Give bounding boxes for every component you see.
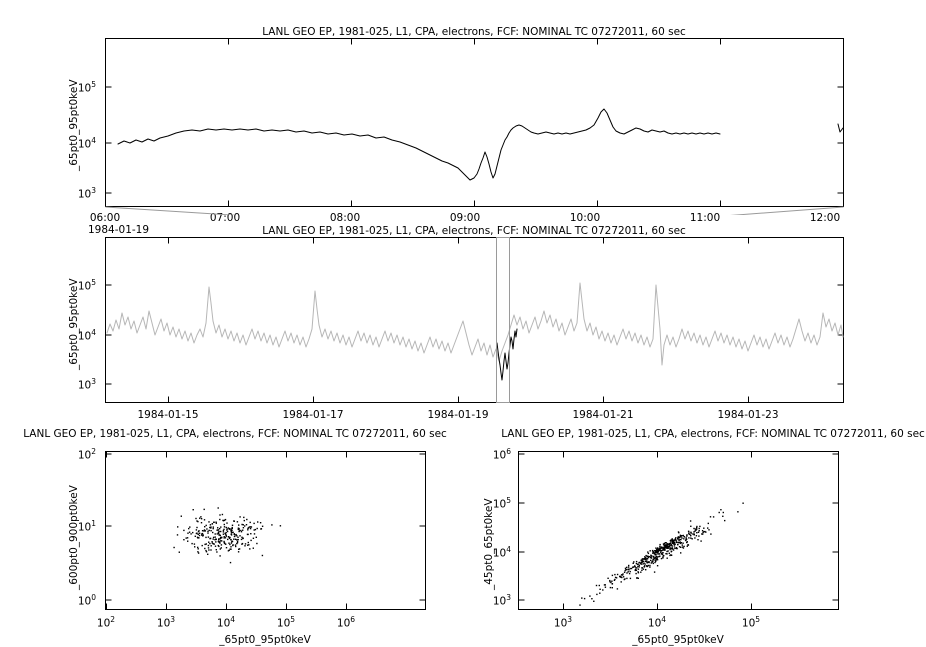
panel-bottom-left-ytick-1e1: $10^1$ <box>77 519 96 534</box>
panel-bottom-left-ytick-1e0: $10^0$ <box>77 593 96 608</box>
panel-bottom-left-points <box>173 507 281 563</box>
panel-bottom-left-scatter <box>0 425 463 647</box>
panel-top-xtick-0: 06:00 <box>89 212 121 224</box>
panel-bottom-right-title: LANL GEO EP, 1981-025, L1, CPA, electrons, FCF: NOMINAL TC 07272011, 60 sec <box>501 428 925 440</box>
panel-bottom-left-svg <box>0 425 463 615</box>
panel-top-title: LANL GEO EP, 1981-025, L1, CPA, electrons, FCF: NOMINAL TC 07272011, 60 sec <box>262 26 686 38</box>
panel-bottom-left-xlabel: _65pt0_95pt0keV <box>219 634 311 646</box>
panel-bottom-left-ylabel: _600pt0_900pt0keV <box>68 485 80 590</box>
panel-bottom-right-ytick-1e3: $10^3$ <box>492 593 511 608</box>
panel-top-timeseries <box>0 0 926 236</box>
panel-bottom-right-svg <box>463 425 926 615</box>
panel-middle-xtick-0: 1984-01-15 <box>137 409 199 421</box>
panel-middle-xtick-1: 1984-01-17 <box>282 409 344 421</box>
panel-top-xtick-5: 11:00 <box>689 212 721 224</box>
panel-top-trace <box>118 109 720 180</box>
panel-middle-xtick-2: 1984-01-19 <box>427 409 489 421</box>
panel-bottom-right-xtick-1e3: $10^3$ <box>553 615 573 630</box>
panel-middle-ylabel: _65pt0_95pt0keV <box>68 278 80 370</box>
panel-top-xtick-6: 12:00 <box>809 212 841 224</box>
panel-bottom-right-ylabel: _45pt0_65pt0keV <box>483 498 495 590</box>
panel-middle-context <box>0 225 926 425</box>
panel-middle-ytick-1e3: $10^3$ <box>77 377 96 392</box>
panel-top-ylabel: _65pt0_95pt0keV <box>68 79 80 171</box>
panel-top-ytick-1e5: $10^5$ <box>77 80 96 95</box>
panel-top-trace-tail <box>838 124 843 132</box>
panel-bottom-left-xtick-1e4: $10^4$ <box>216 615 236 630</box>
panel-bottom-right-ytick-1e5: $10^5$ <box>492 496 511 511</box>
panel-bottom-left-xtick-1e5: $10^5$ <box>276 615 296 630</box>
panel-middle-title: LANL GEO EP, 1981-025, L1, CPA, electrons, FCF: NOMINAL TC 07272011, 60 sec <box>262 225 686 237</box>
panel-top-xtick-3: 09:00 <box>449 212 481 224</box>
panel-middle-ytick-1e5: $10^5$ <box>77 278 96 293</box>
panel-middle-xtick-3: 1984-01-21 <box>572 409 634 421</box>
panel-top-xtick-1: 07:00 <box>209 212 241 224</box>
panel-bottom-left-xtick-1e2: $10^2$ <box>96 615 116 630</box>
panel-bottom-right-points <box>579 503 744 606</box>
panel-top-date-label: 1984-01-19 <box>88 224 150 236</box>
panel-bottom-left-title: LANL GEO EP, 1981-025, L1, CPA, electrons, FCF: NOMINAL TC 07272011, 60 sec <box>23 428 447 440</box>
panel-bottom-right-xtick-1e5: $10^5$ <box>741 615 761 630</box>
panel-top-xtick-2: 08:00 <box>329 212 361 224</box>
panel-bottom-right-ytick-1e6: $10^6$ <box>492 447 511 462</box>
panel-middle-ytick-1e4: $10^4$ <box>77 328 96 343</box>
panel-middle-svg <box>0 225 926 407</box>
panel-top-xtick-4: 10:00 <box>569 212 601 224</box>
panel-bottom-right-xtick-1e4: $10^4$ <box>647 615 667 630</box>
panel-bottom-left-xtick-1e3: $10^3$ <box>156 615 176 630</box>
panel-bottom-left-ytick-1e2: $10^2$ <box>77 447 96 462</box>
panel-bottom-right-xlabel: _65pt0_95pt0keV <box>632 634 724 646</box>
panel-middle-selection-box[interactable] <box>497 238 510 403</box>
panel-top-ytick-1e4: $10^4$ <box>77 136 96 151</box>
panel-bottom-right-scatter <box>463 425 926 647</box>
panel-middle-context-trace <box>107 283 843 365</box>
panel-bottom-left-xtick-1e6: $10^6$ <box>336 615 356 630</box>
panel-middle-xtick-4: 1984-01-23 <box>717 409 779 421</box>
panel-top-ytick-1e3: $10^3$ <box>77 186 96 201</box>
panel-bottom-right-ytick-1e4: $10^4$ <box>492 545 511 560</box>
panel-top-svg <box>0 0 926 215</box>
